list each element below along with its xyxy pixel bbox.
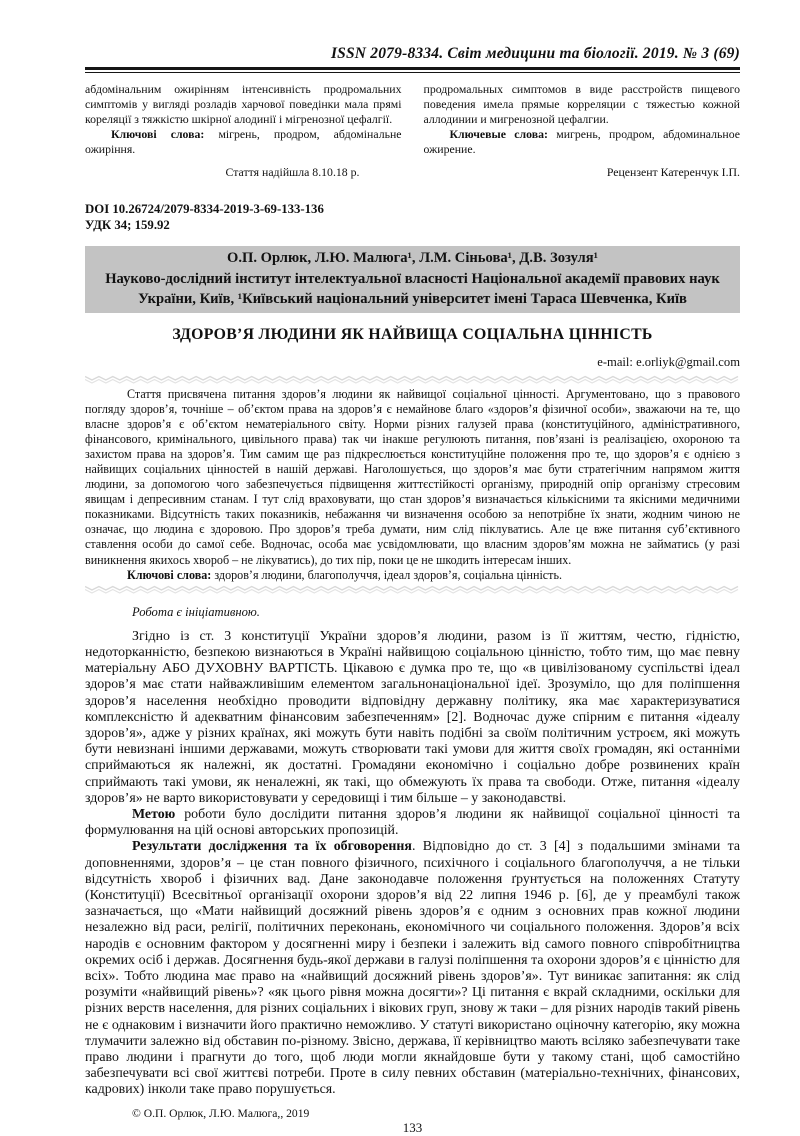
udk-line: УДК 34; 159.92 [85, 217, 170, 232]
article-abstract [85, 387, 740, 583]
keywords-text-ru: мигрень, продром, абдоминальное ожирение. [423, 127, 740, 156]
page-number: 133 [402, 1119, 423, 1135]
body-paragraph-1 [85, 629, 740, 807]
paragraph-lead: Результати дослідження та їх обговорення [132, 839, 412, 855]
previous-article-col-ru [424, 82, 741, 180]
body-paragraph-3 [85, 839, 740, 1098]
header-divider-rule [85, 67, 740, 73]
email-line: e-mail: e.orliyk@gmail.com [597, 354, 740, 369]
zigzag-divider-top [85, 375, 740, 384]
previous-article-col-uk [85, 82, 402, 180]
paragraph-lead: Метою [132, 806, 176, 822]
paragraph-text: Згідно із ст. 3 конституції України здоров’я людини, разом із її життям, честю, гідністю, недоторканністю, безпекою визнаються в Україні найвищою соціальною цінністю, тобто тим, що має певну матеріальну АБО ДУХОВНУ ВАРТІСТЬ. Цікавою є думка про те, що «в цивілізованому суспільстві ідеал здоров’я має стати найважливішим елементом загальнонаціональної ідеї. Зрозуміло, що для поліпшення здоров’я населення необхідно проводити відповідну державну політику, яка має характеризуватися комплексністю й адекватним фінансовим забезпеченням» [2]. Водночас дуже спірним є питання «ідеалу здоров’я», адже у різних країнах, які можуть бути навіть подібні за своїм політичним устроєм, які можуть бути невизнані іншими державами, можуть створювати такі умови для життя своїх громадян, які останніми сприймаються як належні, як достатні. Громадяни економічно і соціально добре розвинених країн сприймають такі умови, як неналежні, як такі, що обмежують їх права та свободи. Отже, питання «ідеалу здоров’я» не варто використовувати у середовищі і тим більше – у законодавстві. [85, 628, 740, 806]
keywords-label-ru: Ключевые слова: [449, 127, 548, 141]
doi-line: DOI 10.26724/2079-8334-2019-3-69-133-136 [85, 202, 324, 216]
keywords-text-uk: мігрень, продром, абдомінальне ожиріння. [85, 127, 402, 156]
authors-affiliation-block [85, 246, 740, 313]
journal-issn-line: ISSN 2079-8334. Світ медицини та біології. 2019. № 3 (69) [330, 45, 740, 62]
article-body [85, 629, 740, 1099]
paragraph-text: . Відповідно до ст. 3 [4] з подальшими змінами та доповненнями, здоров’я – це стан повного фізичного, психічного і соціального благополуччя, а не тільки відсутність хвороб і фізичних вад. Дане законодавче положення ґрунтується на положеннях Статуту (Конституції) Всесвітньої організації охорони здоров’я від 22 липня 1946 р. [6], де у преамбулі також зазначається, що «Мати найвищий досяжний рівень здоров’я є одним з основних прав кожної людини незалежно від раси, релігії, політичних переконань, економічного чи соціального положення. Здоров’я всіх народів є основним фактором у досягненні миру і безпеки і залежить від самого повного співробітництва окремих осіб і держав. Досягнення будь-якої держави в галузі поліпшення та охорони здоров’я є цінністю для всіх». Тобто людина має право на «найвищий досяжний рівень здоров’я». Тут виникає запитання: як слід розуміти «найвищий рівень»? «як цього рівня можна досягти»? Ці питання є вкрай складними, оскільки для різних верств населення, для різних соціальних і вікових груп, знову ж таки – для різних народів такий рівень не є однаковим і визначити його практично неможливо. У статуті використано оціночну категорію, яку можна тлумачити залежно від обставин по-різному. Звісно, держава, її керівництво мають всіляко забезпечувати таке право людини і прагнути до того, щоб люди могли якнайдовше бути у такому стані, щоб самостійно забезпечувати всі свої життєві потреби. Проте в силу певних обставин (матеріально-технічних, фінансових, кадрових) інколи таке право порушується. [85, 839, 740, 1098]
summary-text-uk: абдомінальним ожирінням інтенсивність продромальних симптомів у вигляді розладів харчової поведінки мала прямі кореляції з тяжкістю шкірної алодинії і мігренозної цефалгії. [85, 82, 402, 126]
reviewer-line: Рецензент Катеренчук І.П. [606, 165, 740, 179]
previous-article-columns [85, 82, 740, 180]
summary-text-ru: продромальных симптомов в виде расстройств пищевого поведения имела прямые корреляции с тяжестью кожной аллодинии и мигренозной цефалгии. [423, 82, 740, 126]
article-title: ЗДОРОВ’Я ЛЮДИНИ ЯК НАЙВИЩА СОЦІАЛЬНА ЦІННІСТЬ [172, 325, 653, 343]
copyright-line: © О.П. Орлюк, Л.Ю. Малюга,, 2019 [132, 1106, 310, 1120]
authors-line: О.П. Орлюк, Л.Ю. Малюга¹, Л.М. Сіньова¹, Д.В. Зозуля¹ [227, 250, 598, 266]
body-paragraph-2 [85, 807, 740, 839]
abstract-keywords-label: Ключові слова: [127, 567, 212, 582]
page-footer [85, 1107, 740, 1136]
received-date-line: Стаття надійшла 8.10.18 р. [225, 165, 360, 179]
abstract-keywords-text: здоров’я людини, благополуччя, ідеал здоров’я, соціальна цінність. [211, 567, 562, 582]
initiative-note: Робота є ініціативною. [132, 604, 260, 619]
keywords-label-uk: Ключові слова: [111, 127, 205, 141]
zigzag-divider-bottom [85, 585, 740, 594]
abstract-body: Стаття присвячена питання здоров’я людини як найвищої соціальної цінності. Аргументовано, що з правового погляду здоров’я, точніше – об’єктом права на здоров’я є немайнове благо «здоров’я фізичної особи», зважаючи на те, що власне здоров’я є об’єктом нематеріального світу. Норми різних галузей права (конституційного, адміністративного, фінансового, кримінального, цивільного права) так чи інакше регулюють питання, пов’язані із реалізацією, охороною та захистом права на здоров’я. Тим самим ще раз підкреслюється конституційне положення про те, що здоров’я є однією з найвищих соціальних цінностей в нашій державі. Наголошується, що здоров’я має бути стратегічним напрямом життя людини, за допомогою чого забезпечується підвищення життєстійкості організму, природній опір організму стресовим явищам і депресивним станам. І тут слід враховувати, що стан здоров’я визначається кількісними та якісними медичними показниками. Відсутність таких показників, небажання чи визначення особою за непотрібне їх знати, жодним чиною не означає, що людина є здоровою. Про здоров’я треба думати, ним слід піклуватись. Але це вже питання суб’єктивного ставлення особи до самої себе. Водночас, особа має усвідомлювати, що власним здоров’ям можна не займатись (у разі виникнення якихось хвороб – не лікуватись), до тих пір, поки це не шкодить інтересам інших. [85, 386, 740, 567]
keywords-line-uk [85, 127, 402, 157]
paragraph-text: роботи було дослідити питання здоров’я людини як найвищої соціальної цінності та формулювання на цій основі авторських пропозицій. [85, 806, 740, 839]
article-identifiers [85, 202, 740, 233]
keywords-line-ru [424, 127, 741, 157]
affiliation-line: Науково-дослідний інститут інтелектуальної власності Національної академії правових наук України, Київ, ¹Київський національний університет імені Тараса Шевченка, Київ [105, 270, 720, 307]
abstract-keywords-line [85, 568, 740, 583]
